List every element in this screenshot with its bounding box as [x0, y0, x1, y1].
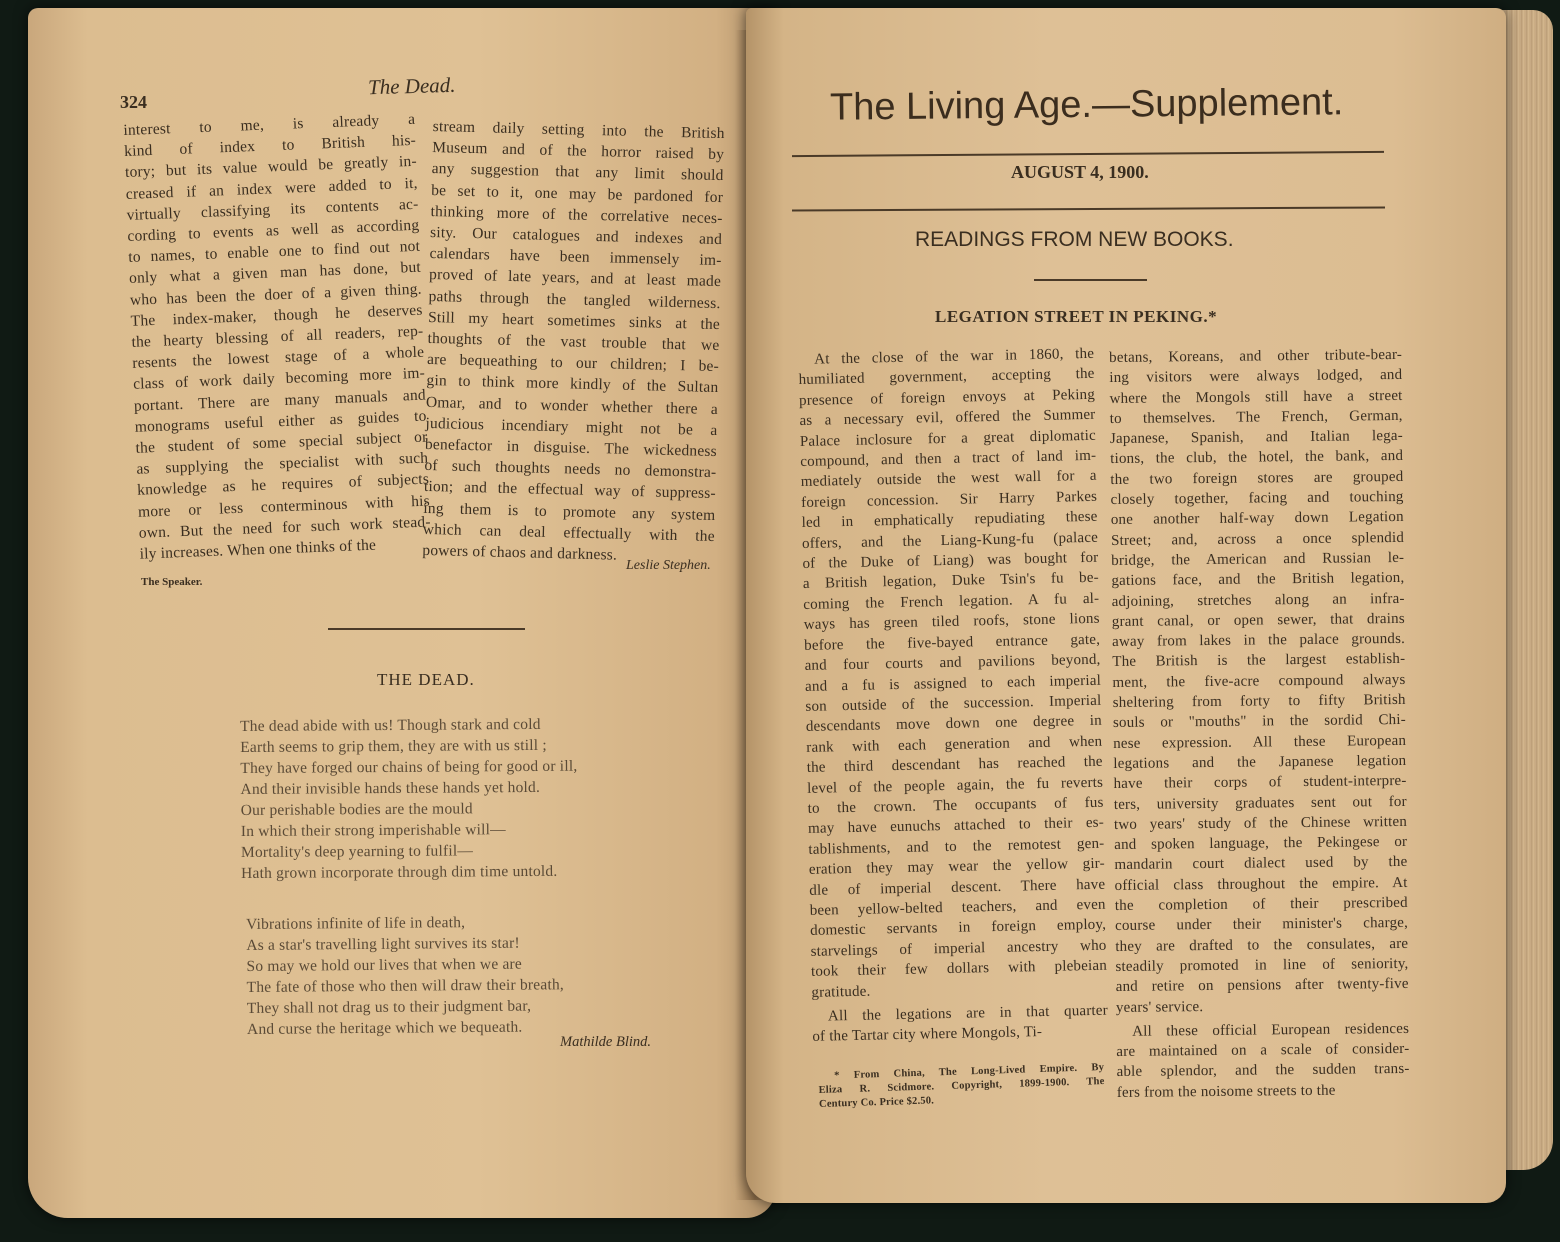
text-line: away from lakes in the palace grounds.	[1111, 631, 1406, 651]
text-line: Vibrations infinite of life in death,	[246, 914, 466, 933]
text-line: fers from the noisome streets to the	[1116, 1082, 1336, 1101]
text-line: as a necessary evil, offered the Summer	[799, 407, 1096, 430]
left-column-1	[123, 109, 432, 565]
masthead-rule-bottom	[792, 206, 1385, 211]
text-line: Japanese, Spanish, and Italian lega-	[1109, 428, 1404, 448]
text-line: portant. There are many manuals and	[133, 386, 427, 415]
left-page	[28, 8, 776, 1218]
text-line: mediately outside the west wall for a	[800, 468, 1097, 491]
text-line: own. But the need for such work stead-	[138, 513, 431, 542]
text-line: been yellow-belted teachers, and even	[809, 896, 1106, 919]
text-line: coming the French legation. A fu al-	[803, 590, 1100, 613]
text-line: grant canal, or open sewer, that drains	[1111, 610, 1405, 630]
text-line: tion; and the effectual way of suppress-	[423, 478, 717, 503]
text-line: knowledge as he requires of subjects	[136, 470, 430, 500]
text-line: All the legations are in that quarter	[827, 1002, 1109, 1025]
text-line: All these official European residences	[1132, 1020, 1410, 1040]
text-line: ing visitors were always lodged, and	[1109, 367, 1403, 387]
text-line: led in emphatically repudiating these	[801, 509, 1098, 532]
text-line: starvelings of imperial ancestry who	[810, 937, 1107, 960]
text-line: The index-maker, though he deserves	[130, 301, 423, 330]
text-line: more or less conterminous with his	[137, 492, 431, 521]
poet-name: Mathilde Blind.	[560, 1034, 652, 1050]
text-line: At the close of the war in 1860, the	[814, 345, 1095, 368]
text-line: nese expression. All these European	[1113, 732, 1407, 752]
text-line: rank with each generation and when	[806, 733, 1103, 756]
left-column-2	[422, 116, 725, 568]
text-line: Eliza R. Scidmore. Copyright, 1899-1900. The	[818, 1076, 1105, 1096]
text-line: proved of late years, and at least made	[428, 266, 722, 291]
text-line: tablishments, and to the remotest gen-	[808, 835, 1105, 858]
text-line: creased if an index were added to it,	[125, 174, 418, 203]
text-line: where the Mongols still have a street	[1109, 387, 1403, 407]
masthead-rule-top	[792, 151, 1384, 157]
text-line: official class throughout the empire. At	[1114, 874, 1408, 894]
section-heading: READINGS FROM NEW BOOKS.	[915, 228, 1234, 251]
divider-rule	[328, 628, 525, 630]
text-line: powers of chaos and darkness.	[422, 541, 618, 564]
text-line: ing them is to promote any system	[423, 499, 716, 524]
text-line: Museum and of the horror raised by	[432, 139, 725, 164]
text-line: humiliated government, accepting the	[798, 366, 1095, 389]
text-line: And curse the heritage which we bequeath.	[246, 1018, 523, 1038]
text-line: the completion of their prescribed	[1114, 894, 1408, 914]
text-line: thinking more of the correlative neces-	[430, 202, 723, 227]
text-line: sheltering from forty to fifty British	[1112, 691, 1406, 712]
text-line: eration they may wear the yellow gir-	[808, 855, 1105, 879]
text-line: paths through the tangled wilderness.	[428, 287, 721, 312]
source-label: The Speaker.	[141, 576, 203, 588]
text-line: Street; and, across a once splendid	[1110, 529, 1405, 549]
text-line: and four courts and pavilions beyond,	[804, 651, 1101, 675]
text-line: compound, and then a tract of land im-	[800, 447, 1097, 471]
text-line: Palace inclosure for a great diplomatic	[799, 427, 1097, 450]
text-line: stream daily setting into the British	[432, 117, 725, 143]
text-line: betans, Koreans, and other tribute-bear-	[1109, 346, 1403, 366]
text-line: any suggestion that any limit should	[431, 160, 724, 185]
text-line: as supplying the specialist with such	[136, 449, 429, 478]
text-line: souls or "mouths" in the sordid Chi-	[1112, 712, 1406, 732]
text-line: Still my heart sometimes sinks at the	[427, 308, 721, 333]
footnote	[818, 1061, 1105, 1112]
text-line: the hearty blessing of all readers, rep-	[131, 322, 424, 351]
text-line: two years' study of the Chinese written	[1113, 813, 1408, 833]
text-line: the student of some special subject or	[135, 428, 428, 457]
poem-stanza-1	[240, 714, 578, 884]
text-line: son outside of the succession. Imperial	[805, 692, 1102, 715]
section-rule	[1034, 279, 1147, 281]
text-line: presence of foreign envoys at Peking	[798, 386, 1096, 409]
text-line: tions, the club, the hotel, the bank, and	[1110, 448, 1404, 468]
poem-title: THE DEAD.	[377, 670, 475, 689]
text-line: have their corps of student-interpre-	[1113, 773, 1407, 793]
right-column-2	[1109, 345, 1410, 1103]
text-line: to names, to enable one to find out not	[127, 237, 421, 267]
text-line: They have forged our chains of being for good or ill,	[240, 757, 578, 777]
text-line: gations face, and the British legation,	[1111, 570, 1405, 590]
text-line: resents the lowest stage of a whole	[132, 343, 425, 373]
text-line: to the crown. The occupants of fus	[807, 794, 1104, 817]
text-line: steadily promoted in line of seniority,	[1115, 955, 1409, 975]
text-line: legations and the Japanese legation	[1113, 752, 1407, 772]
text-line: mandarin court dialect used by the	[1114, 854, 1408, 874]
text-line: virtually classifying its contents ac-	[126, 195, 419, 224]
running-head: The Dead.	[367, 72, 456, 100]
text-line: who has been the doer of a given thing.	[129, 280, 423, 309]
text-line: domestic servants in foreign employ,	[810, 917, 1107, 940]
text-line: thoughts of the vast trouble that we	[427, 329, 720, 355]
text-line: Mortality's deep yearning to fulfil—	[240, 842, 474, 861]
text-line: foreign concession. Sir Harry Parkes	[801, 488, 1098, 511]
text-line: monograms useful either as guides to	[134, 407, 427, 436]
right-page	[746, 8, 1506, 1203]
text-line: ters, university graduates sent out for	[1113, 793, 1407, 813]
text-line: bridge, the American and Russian le-	[1111, 549, 1405, 569]
text-line: The dead abide with us! Though stark and cold	[240, 715, 541, 735]
right-column-1	[798, 344, 1109, 1048]
text-line: benefactor in disguise. The wickedness	[424, 435, 718, 461]
text-line: ily increases. When one thinks of the	[139, 536, 377, 563]
text-line: dle of imperial descent. There have	[809, 876, 1106, 899]
text-line: level of the people again, the fu reverts	[807, 774, 1104, 797]
text-line: the third descendant has reached the	[806, 753, 1103, 777]
text-line: judicious incendiary might not be a	[425, 414, 718, 439]
masthead: The Living Age.—Supplement.	[829, 81, 1344, 129]
text-line: tory; but its value would be greatly in-	[124, 153, 418, 182]
text-line: Earth seems to grip them, they are with us still ;	[240, 736, 547, 756]
text-line: gratitude.	[811, 983, 871, 1001]
text-line: which can deal effectually with the	[422, 520, 716, 545]
article-title: LEGATION STREET IN PEKING.*	[935, 307, 1218, 326]
text-line: and a fu is assigned to each imperial	[804, 672, 1102, 695]
signature: Leslie Stephen.	[626, 558, 711, 573]
text-line: Omar, and to wonder whether there a	[425, 393, 719, 418]
text-line: And their invisible hands these hands yet hold.	[240, 778, 541, 798]
text-line: one another half-way down Legation	[1110, 509, 1404, 529]
text-line: ment, the five-acre compound always	[1112, 671, 1406, 691]
text-line: to themselves. The French, German,	[1109, 407, 1403, 427]
text-line: a British legation, Duke Tsin's fu be-	[802, 570, 1100, 593]
text-line: interest to me, is already a	[123, 110, 416, 139]
poem-stanza-2	[246, 911, 564, 1040]
text-line: In which their strong imperishable will—	[240, 821, 506, 840]
text-line: closely together, facing and touching	[1110, 489, 1404, 509]
text-line: they are drafted to the consulates, are	[1115, 935, 1409, 955]
text-line: course under their minister's charge,	[1114, 915, 1409, 935]
text-line: took their few dollars with plebeian	[810, 957, 1108, 981]
text-line: gin to think more kindly of the Sultan	[426, 372, 719, 397]
text-line: and retire on pensions after twenty-five	[1115, 976, 1409, 996]
text-line: cording to events as well as according	[127, 216, 420, 245]
text-line: the two foreign stores are grouped	[1110, 468, 1404, 488]
text-line: be set to it, one may be pardoned for	[430, 181, 724, 206]
text-line: able splendor, and the sudden trans-	[1116, 1061, 1410, 1081]
text-line: are bequeathing to our children; I be-	[426, 351, 720, 376]
text-line: and spoken language, the Pekingese or	[1114, 834, 1408, 854]
text-line: adjoining, stretches along an infra-	[1111, 590, 1405, 610]
text-line: They shall not drag us to their judgment bar,	[246, 997, 532, 1017]
text-line: descendants move down one degree in	[805, 713, 1103, 736]
text-line: The fate of those who then will draw their breath,	[246, 976, 565, 996]
text-line: Hath grown incorporate through dim time untold.	[241, 862, 558, 882]
text-line: So may we hold our lives that when we are	[246, 955, 523, 975]
text-line: before the five-bayed entrance gate,	[804, 631, 1101, 654]
text-line: The British is the largest establish-	[1112, 651, 1406, 671]
text-line: are maintained on a scale of consider-	[1116, 1040, 1410, 1061]
text-line: offers, and the Liang-Kung-fu (palace	[801, 529, 1099, 552]
text-line: only what a given man has done, but	[128, 259, 422, 288]
text-line: years' service.	[1115, 998, 1204, 1016]
text-line: Century Co. Price $2.50.	[818, 1095, 935, 1110]
text-line: Our perishable bodies are the mould	[240, 800, 473, 819]
text-line: may have eunuchs attached to their es-	[807, 815, 1105, 838]
text-line: of such thoughts needs no demonstra-	[424, 457, 717, 482]
text-line: ways has green tiled roofs, stone lions	[803, 611, 1100, 634]
text-line: sity. Our catalogues and indexes and	[429, 223, 723, 249]
text-line: of the Duke of Liang) was bought for	[802, 549, 1099, 573]
text-line: * From China, The Long-Lived Empire. By	[834, 1062, 1105, 1082]
text-line: class of work daily becoming more im-	[132, 365, 426, 394]
issue-date: AUGUST 4, 1900.	[1011, 162, 1149, 182]
text-line: of the Tartar city where Mongols, Ti-	[812, 1024, 1043, 1046]
text-line: calendars have been immensely im-	[429, 245, 722, 270]
text-line: kind of index to British his-	[123, 131, 417, 161]
page-number: 324	[120, 92, 147, 112]
text-line: As a star's travelling light survives its star!	[246, 934, 520, 954]
